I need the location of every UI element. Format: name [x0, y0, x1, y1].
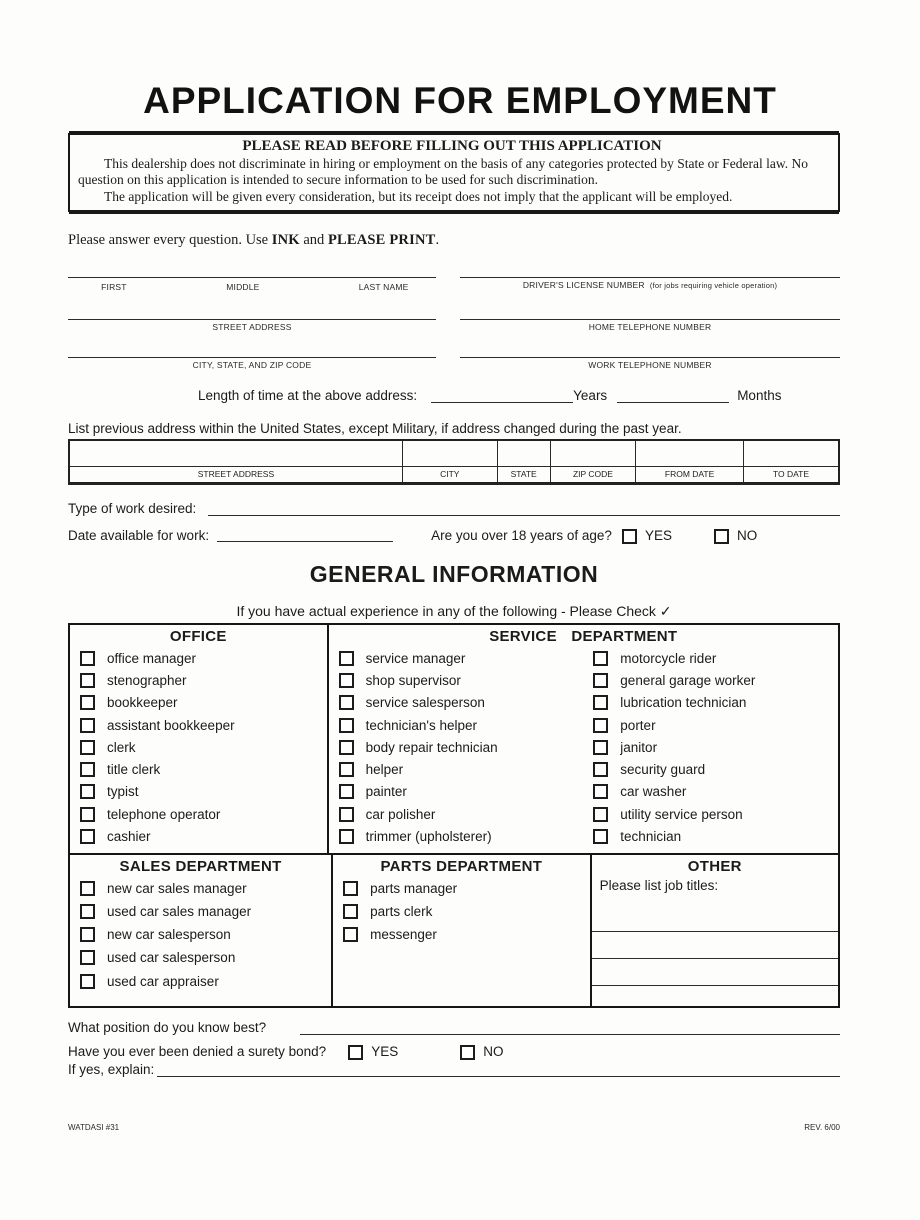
service-item-label: motorcycle rider: [620, 650, 717, 666]
prev-street-address-cell[interactable]: [69, 440, 402, 467]
drivers-license-note: (for jobs requiring vehicle operation): [649, 281, 778, 290]
parts-department-header: PARTS DEPARTMENT: [380, 857, 543, 875]
service-item-checkbox[interactable]: [593, 807, 608, 822]
months-label: Months: [737, 388, 782, 403]
service-item-label: trimmer (upholsterer): [365, 829, 492, 845]
list-item: [70, 923, 331, 946]
middle-name-label: MIDDLE: [226, 282, 260, 292]
instructions-text: .: [435, 232, 440, 248]
other-section: [592, 855, 838, 1006]
parts-item-label: parts clerk: [370, 903, 433, 919]
list-item: [329, 781, 584, 803]
service-item-checkbox[interactable]: [339, 829, 354, 844]
street-address-field-line[interactable]: [68, 319, 436, 332]
sales-department-header: SALES DEPARTMENT: [119, 857, 282, 875]
surety-bond-row: [68, 1044, 840, 1059]
date-available-label: Date available for work:: [68, 528, 210, 543]
explain-row: [68, 1062, 840, 1077]
sales-item-label: used car salesperson: [107, 950, 236, 966]
service-item-checkbox[interactable]: [339, 651, 354, 666]
office-item-checkbox[interactable]: [80, 718, 95, 733]
explain-label: If yes, explain:: [68, 1061, 155, 1077]
service-item-label: service manager: [365, 650, 466, 666]
surety-yes-checkbox[interactable]: [348, 1045, 363, 1060]
list-item: [70, 758, 327, 780]
list-item: [583, 692, 838, 714]
office-item-label: bookkeeper: [107, 695, 178, 711]
work-phone-field-line[interactable]: [460, 357, 840, 370]
office-item-checkbox[interactable]: [80, 784, 95, 799]
general-information-heading: GENERAL INFORMATION: [309, 561, 599, 587]
col-header-city: CITY: [402, 467, 497, 484]
sales-item-label: new car salesperson: [107, 927, 231, 943]
length-of-time-row: [68, 388, 840, 403]
form-number: WATDASI #31: [68, 1122, 120, 1132]
please-print-emphasis: PLEASE PRINT: [327, 232, 436, 248]
drivers-license-field-line[interactable]: [460, 277, 840, 290]
table-header-row: [69, 467, 839, 484]
city-state-zip-label: CITY, STATE, AND ZIP CODE: [192, 360, 312, 370]
office-item-label: title clerk: [107, 762, 161, 778]
street-address-label: STREET ADDRESS: [212, 322, 292, 332]
service-department-header: SERVICE DEPARTMENT: [489, 628, 678, 645]
list-item: [70, 825, 327, 847]
list-item: [329, 758, 584, 780]
list-item: [329, 669, 584, 691]
office-item-label: assistant bookkeeper: [107, 717, 235, 733]
surety-no-label: NO: [483, 1043, 504, 1059]
service-item-label: service salesperson: [365, 695, 485, 711]
date-available-row: [68, 528, 840, 543]
service-item-label: body repair technician: [365, 739, 498, 755]
age-yes-label: YES: [644, 528, 672, 543]
list-item: [583, 669, 838, 691]
revision-date: REV. 6/00: [804, 1122, 840, 1132]
best-position-label: What position do you know best?: [68, 1019, 267, 1035]
col-header-to-date: TO DATE: [744, 467, 840, 484]
date-available-input-line[interactable]: [217, 529, 393, 542]
service-item-label: technician's helper: [365, 717, 477, 733]
list-item: [70, 877, 331, 900]
bottom-questions: [68, 1020, 840, 1077]
surety-yes-label: YES: [371, 1043, 399, 1059]
office-item-label: cashier: [107, 829, 151, 845]
ink-emphasis: INK: [271, 232, 300, 248]
service-item-checkbox[interactable]: [593, 695, 608, 710]
prev-state-cell[interactable]: [497, 440, 550, 467]
list-item: [583, 736, 838, 758]
service-item-label: shop supervisor: [365, 672, 461, 688]
drivers-license-label: DRIVER'S LICENSE NUMBER: [522, 280, 645, 290]
list-item: [583, 714, 838, 736]
list-item: [70, 969, 331, 992]
list-item: [70, 946, 331, 969]
service-item-checkbox[interactable]: [593, 784, 608, 799]
service-item-label: lubrication technician: [620, 695, 747, 711]
service-item-label: car washer: [620, 784, 687, 800]
office-item-checkbox[interactable]: [80, 740, 95, 755]
service-item-label: car polisher: [365, 806, 436, 822]
col-header-zip-code: ZIP CODE: [550, 467, 635, 484]
home-phone-label: HOME TELEPHONE NUMBER: [588, 322, 712, 332]
list-item: [70, 803, 327, 825]
table-row: [69, 440, 839, 467]
list-item: [333, 923, 590, 946]
length-of-time-label: Length of time at the above address:: [198, 388, 418, 403]
list-item: [70, 900, 331, 923]
city-state-zip-field-line[interactable]: [68, 357, 436, 370]
list-item: [333, 877, 590, 900]
years-label: Years: [573, 388, 608, 403]
parts-item-label: messenger: [370, 927, 437, 943]
parts-item-checkbox[interactable]: [343, 881, 358, 896]
service-item-checkbox[interactable]: [593, 829, 608, 844]
experience-instruction: If you have actual experience in any of the following - Please Check ✓: [236, 603, 672, 619]
sales-item-label: used car appraiser: [107, 973, 219, 989]
page-title: APPLICATION FOR EMPLOYMENT: [143, 80, 777, 121]
office-header: OFFICE: [169, 628, 227, 645]
list-item: [329, 803, 584, 825]
best-position-row: [68, 1020, 840, 1035]
notice-box: [68, 133, 840, 212]
prev-city-cell[interactable]: [402, 440, 497, 467]
type-of-work-row: [68, 501, 840, 516]
sales-item-checkbox[interactable]: [80, 904, 95, 919]
age-question-label: Are you over 18 years of age?: [431, 528, 612, 543]
service-item-checkbox[interactable]: [339, 784, 354, 799]
type-of-work-input-line[interactable]: [208, 501, 840, 516]
service-item-label: technician: [620, 829, 682, 845]
service-item-checkbox[interactable]: [593, 651, 608, 666]
other-header: OTHER: [687, 857, 742, 875]
previous-address-instruction: List previous address within the United States, except Military, if address changed during the past year.: [68, 421, 682, 436]
notice-heading: PLEASE READ BEFORE FILLING OUT THIS APPLICATION: [242, 138, 662, 154]
list-item: [333, 900, 590, 923]
list-item: [583, 647, 838, 669]
prev-zip-cell[interactable]: [550, 440, 635, 467]
office-item-label: office manager: [107, 650, 197, 666]
service-item-label: janitor: [620, 739, 658, 755]
previous-address-table: [68, 439, 840, 485]
best-position-input-line[interactable]: [300, 1020, 840, 1035]
office-item-checkbox[interactable]: [80, 829, 95, 844]
sales-item-checkbox[interactable]: [80, 950, 95, 965]
instructions-text: Please answer every question. Use: [68, 232, 272, 248]
office-item-label: stenographer: [107, 672, 187, 688]
years-input-line[interactable]: [431, 388, 573, 403]
service-item-checkbox[interactable]: [339, 807, 354, 822]
office-item-label: clerk: [107, 739, 136, 755]
surety-bond-label: Have you ever been denied a surety bond?: [68, 1043, 327, 1059]
office-item-checkbox[interactable]: [80, 807, 95, 822]
age-no-label: NO: [736, 528, 758, 543]
service-department-section: [329, 625, 838, 853]
service-item-checkbox[interactable]: [593, 718, 608, 733]
service-item-label: painter: [365, 784, 407, 800]
notice-paragraph-2: The application will be given every consideration, but its receipt does not imply that the applicant will be employed.: [104, 188, 733, 204]
prev-to-date-cell[interactable]: [744, 440, 840, 467]
parts-item-checkbox[interactable]: [343, 904, 358, 919]
list-item: [583, 825, 838, 847]
list-item: [70, 736, 327, 758]
office-item-label: telephone operator: [107, 806, 221, 822]
list-item: [329, 714, 584, 736]
service-item-label: porter: [620, 717, 656, 733]
list-item: [70, 781, 327, 803]
work-phone-label: WORK TELEPHONE NUMBER: [588, 360, 712, 370]
footer: [68, 1123, 840, 1132]
sales-item-checkbox[interactable]: [80, 927, 95, 942]
list-item: [70, 714, 327, 736]
age-no-checkbox[interactable]: [714, 529, 729, 544]
last-name-label: LAST NAME: [358, 282, 409, 292]
service-item-label: security guard: [620, 762, 706, 778]
sales-department-section: [70, 855, 333, 1006]
sales-item-label: new car sales manager: [107, 880, 247, 896]
personal-fields: [68, 277, 840, 370]
office-item-checkbox[interactable]: [80, 762, 95, 777]
service-item-checkbox[interactable]: [339, 740, 354, 755]
office-item-checkbox[interactable]: [80, 651, 95, 666]
list-item: [329, 647, 584, 669]
list-item: [70, 692, 327, 714]
list-item: [583, 803, 838, 825]
list-item: [329, 692, 584, 714]
service-item-checkbox[interactable]: [593, 762, 608, 777]
first-name-label: FIRST: [101, 282, 127, 292]
months-input-line[interactable]: [617, 388, 729, 403]
parts-department-section: [333, 855, 592, 1006]
list-item: [329, 736, 584, 758]
service-item-checkbox[interactable]: [339, 673, 354, 688]
notice-paragraph-1: This dealership does not discriminate in hiring or employment on the basis of any categories protected by State or Federal law. No question on this application is intended to secure information to be used for such discrimination.: [78, 155, 808, 187]
home-phone-field-line[interactable]: [460, 319, 840, 332]
sales-item-checkbox[interactable]: [80, 881, 95, 896]
parts-item-label: parts manager: [370, 880, 458, 896]
job-title-input-line[interactable]: [592, 986, 838, 1006]
list-item: [583, 781, 838, 803]
service-item-checkbox[interactable]: [339, 695, 354, 710]
age-yes-checkbox[interactable]: [622, 529, 637, 544]
service-item-checkbox[interactable]: [339, 762, 354, 777]
job-title-input-line[interactable]: [592, 905, 838, 932]
service-item-label: helper: [365, 762, 404, 778]
experience-grid: [68, 623, 840, 1008]
job-title-input-line[interactable]: [592, 932, 838, 959]
col-header-from-date: FROM DATE: [636, 467, 744, 484]
sales-item-label: used car sales manager: [107, 903, 252, 919]
name-field-line[interactable]: [68, 277, 436, 290]
service-item-checkbox[interactable]: [593, 673, 608, 688]
list-item: [583, 758, 838, 780]
col-header-state: STATE: [497, 467, 550, 484]
service-item-checkbox[interactable]: [339, 718, 354, 733]
type-of-work-label: Type of work desired:: [68, 501, 197, 516]
service-item-label: utility service person: [620, 806, 743, 822]
service-item-label: general garage worker: [620, 672, 756, 688]
instructions-text: and: [299, 232, 328, 248]
office-item-checkbox[interactable]: [80, 673, 95, 688]
office-section: [70, 625, 329, 853]
service-item-checkbox[interactable]: [593, 740, 608, 755]
office-item-label: typist: [107, 784, 139, 800]
job-title-input-line[interactable]: [592, 959, 838, 986]
office-item-checkbox[interactable]: [80, 695, 95, 710]
instructions-line: [68, 232, 840, 249]
surety-no-checkbox[interactable]: [460, 1045, 475, 1060]
list-item: [329, 825, 584, 847]
list-item: [70, 647, 327, 669]
prev-from-date-cell[interactable]: [636, 440, 744, 467]
parts-item-checkbox[interactable]: [343, 927, 358, 942]
explain-input-line[interactable]: [157, 1062, 840, 1077]
sales-item-checkbox[interactable]: [80, 974, 95, 989]
list-item: [70, 669, 327, 691]
job-titles-label: Please list job titles:: [599, 877, 719, 893]
col-header-street-address: STREET ADDRESS: [69, 467, 402, 484]
